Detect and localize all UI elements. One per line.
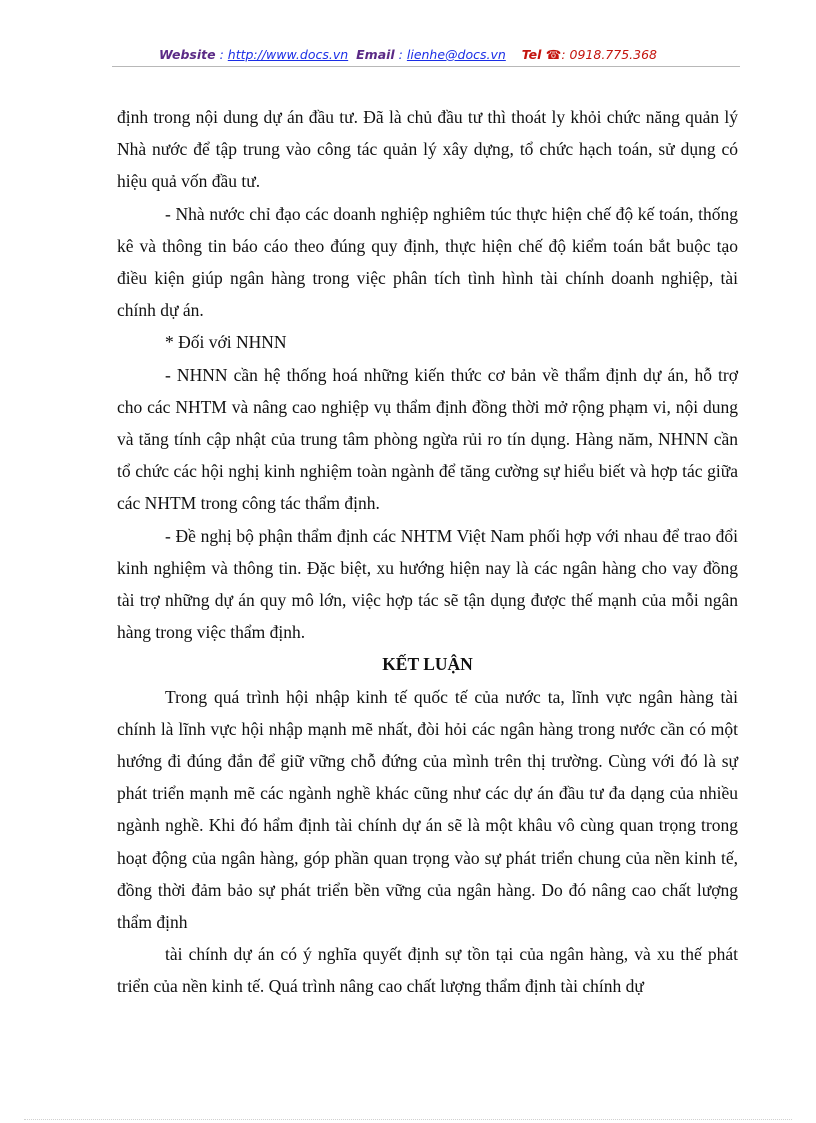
website-label: Website xyxy=(159,47,216,62)
paragraph: tài chính dự án có ý nghĩa quyết định sự tồn tại của ngân hàng, và xu thế phát triển của nền kinh tế. Quá trình nâng cao chất lượng thẩm định tài chính dự xyxy=(117,944,738,997)
page-header xyxy=(0,47,816,62)
paragraph: - Đề nghị bộ phận thẩm định các NHTM Việt Nam phối hợp với nhau để trao đổi kinh nghiệm và thông tin. Đặc biệt, xu hướng hiện nay là các ngân hàng cho vay đồng tài trợ những dự án quy mô lớn, việc hợp tác sẽ tận dụng được thế mạnh của mỗi ngân hàng trong việc thẩm định. xyxy=(117,525,738,643)
email-link[interactable]: lienhe@docs.vn xyxy=(406,47,506,62)
website-link[interactable]: http://www.docs.vn xyxy=(227,47,349,62)
document-body xyxy=(117,101,738,1003)
tel-number: : 0918.775.368 xyxy=(561,47,657,62)
tel-label: Tel ☎ xyxy=(521,47,562,62)
website-separator: : xyxy=(215,47,228,62)
paragraph: - Nhà nước chỉ đạo các doanh nghiệp nghiêm túc thực hiện chế độ kế toán, thống kê và thông tin báo cáo theo đúng quy định, thực hiện chế độ kiểm toán bắt buộc tạo điều kiện giúp ngân hàng trong việc phân tích tình hình tài chính doanh nghiệp, tài chính dự án. xyxy=(117,203,738,321)
paragraph: định trong nội dung dự án đầu tư. Đã là chủ đầu tư thì thoát ly khỏi chức năng quản lý Nhà nước để tập trung vào công tác quản lý xây dựng, tổ chức hạch toán, sử dụng có hiệu quả vốn đầu tư. xyxy=(117,107,738,192)
conclusion-heading: KẾT LUẬN xyxy=(382,654,473,675)
email-separator: : xyxy=(394,47,407,62)
section-label: * Đối với NHNN xyxy=(165,332,287,353)
paragraph: - NHNN cần hệ thống hoá những kiến thức cơ bản về thẩm định dự án, hỗ trợ cho các NHTM và nâng cao nghiệp vụ thẩm định đồng thời mở rộng phạm vi, nội dung và tăng tính cập nhật của trung tâm phòng ngừa rủi ro tín dụng. Hàng năm, NHNN cần tổ chức các hội nghị kinh nghiệm toàn ngành để tăng cường sự hiểu biết và hợp tác giữa các NHTM trong công tác thẩm định. xyxy=(117,364,738,514)
email-label: Email xyxy=(356,47,395,62)
header-divider xyxy=(112,66,740,67)
paragraph: Trong quá trình hội nhập kinh tế quốc tế của nước ta, lĩnh vực ngân hàng tài chính là lĩnh vực hội nhập mạnh mẽ nhất, đòi hỏi các ngân hàng trong nước cần có một hướng đi đúng đắn để giữ vững chỗ đứng của mình trên thị trường. Cùng với đó là sự phát triển mạnh mẽ các ngành nghề khác cũng như các dự án đầu tư đa dạng của nhiều ngành nghề. Khi đó hẩm định tài chính dự án sẽ là một khâu vô cùng quan trọng trong hoạt động của ngân hàng, góp phần quan trọng vào sự phát triển chung của nền kinh tế, đồng thời đảm bảo sự phát triển bền vững của ngân hàng. Do đó nâng cao chất lượng thẩm định xyxy=(117,686,738,933)
footer-divider xyxy=(24,1119,792,1120)
